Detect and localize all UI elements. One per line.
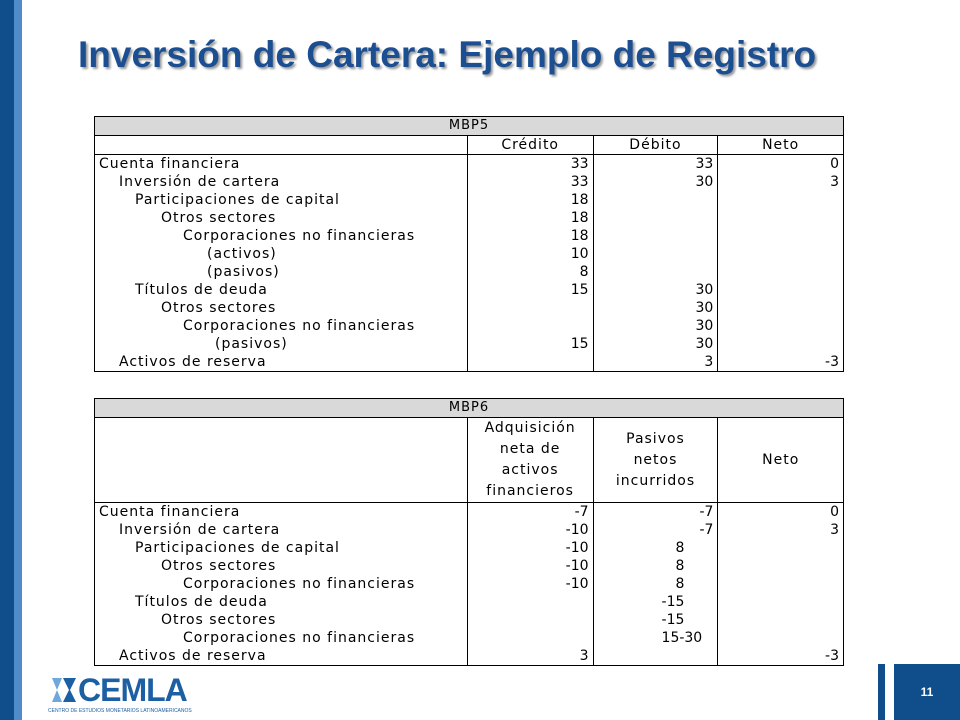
- neto-cell: [718, 245, 844, 263]
- table-row: [95, 281, 844, 299]
- adquisicion-cell: [467, 629, 593, 647]
- pasivos-cell: -7: [593, 521, 718, 539]
- table-row: [95, 209, 844, 227]
- left-accent-bar-light: [14, 0, 22, 720]
- header-pasivos: Pasivos netos incurridos: [593, 418, 718, 503]
- header-credito: Crédito: [467, 136, 593, 155]
- header-neto: Neto: [718, 136, 844, 155]
- slide-title: Inversión de Cartera: Ejemplo de Registro: [78, 34, 817, 75]
- page-number-box: [894, 664, 960, 720]
- table-row: [95, 539, 844, 557]
- row-label: Títulos de deuda: [95, 281, 468, 299]
- page-number: 11: [920, 685, 934, 699]
- credito-cell: 15: [467, 335, 593, 353]
- neto-cell: [718, 593, 844, 611]
- debito-cell: 30: [593, 281, 718, 299]
- pasivos-cell: -15: [593, 593, 718, 611]
- pasivos-cell: -7: [593, 503, 718, 522]
- credito-cell: 8: [467, 263, 593, 281]
- debito-cell: [593, 245, 718, 263]
- header-neto: Neto: [718, 418, 844, 503]
- mbp6-title: MBP6: [95, 399, 844, 418]
- neto-cell: -3: [718, 647, 844, 666]
- cemla-logo: [48, 672, 192, 716]
- table-header-row: [95, 136, 844, 155]
- credito-cell: 10: [467, 245, 593, 263]
- adquisicion-cell: [467, 611, 593, 629]
- row-label: Otros sectores: [95, 299, 468, 317]
- row-label: Activos de reserva: [95, 353, 468, 372]
- row-label: Inversión de cartera: [95, 521, 468, 539]
- table-row: [95, 611, 844, 629]
- neto-cell: 3: [718, 173, 844, 191]
- credito-cell: 33: [467, 155, 593, 174]
- debito-cell: [593, 209, 718, 227]
- left-accent-bar: [0, 0, 14, 720]
- debito-cell: [593, 191, 718, 209]
- neto-cell: [718, 263, 844, 281]
- adquisicion-cell: -10: [467, 539, 593, 557]
- header-blank-cell: [95, 136, 468, 155]
- header-debito: Débito: [593, 136, 718, 155]
- pasivos-cell: 15-30: [593, 629, 718, 647]
- table-row: [95, 503, 844, 522]
- pasivos-cell: 8: [593, 557, 718, 575]
- cemla-logo-mark-icon: [48, 676, 78, 704]
- debito-cell: [593, 227, 718, 245]
- row-label: Activos de reserva: [95, 647, 468, 666]
- row-label: Inversión de cartera: [95, 173, 468, 191]
- adquisicion-cell: -10: [467, 521, 593, 539]
- table-row: [95, 227, 844, 245]
- table-row: [95, 647, 844, 666]
- header-adquisicion: Adquisición neta de activos financieros: [467, 418, 593, 503]
- adquisicion-cell: [467, 593, 593, 611]
- table-row: [95, 173, 844, 191]
- row-label: (pasivos): [95, 335, 468, 353]
- neto-cell: -3: [718, 353, 844, 372]
- row-label: Otros sectores: [95, 209, 468, 227]
- row-label: Corporaciones no financieras: [95, 629, 468, 647]
- row-label: Corporaciones no financieras: [95, 227, 468, 245]
- credito-cell: 18: [467, 191, 593, 209]
- pasivos-cell: -15: [593, 611, 718, 629]
- row-label: Participaciones de capital: [95, 539, 468, 557]
- row-label: Corporaciones no financieras: [95, 317, 468, 335]
- debito-cell: [593, 263, 718, 281]
- page-number-bar: [878, 664, 885, 720]
- credito-cell: 33: [467, 173, 593, 191]
- credito-cell: [467, 353, 593, 372]
- neto-cell: [718, 299, 844, 317]
- table-row: [95, 155, 844, 174]
- table-row: [95, 593, 844, 611]
- debito-cell: 30: [593, 173, 718, 191]
- table-row: [95, 557, 844, 575]
- neto-cell: [718, 209, 844, 227]
- table-title-row: [95, 117, 844, 136]
- table-row: [95, 629, 844, 647]
- credito-cell: [467, 317, 593, 335]
- neto-cell: [718, 191, 844, 209]
- row-label: Títulos de deuda: [95, 593, 468, 611]
- row-label: Cuenta financiera: [95, 155, 468, 174]
- credito-cell: 18: [467, 227, 593, 245]
- cemla-logo-subtitle: CENTRO DE ESTUDIOS MONETARIOS LATINOAMERICANOS: [48, 708, 192, 714]
- row-label: (activos): [95, 245, 468, 263]
- neto-cell: [718, 227, 844, 245]
- pasivos-cell: 8: [593, 575, 718, 593]
- row-label: Corporaciones no financieras: [95, 575, 468, 593]
- mbp5-title: MBP5: [95, 117, 844, 136]
- credito-cell: 15: [467, 281, 593, 299]
- pasivos-cell: [593, 647, 718, 666]
- table-row: [95, 191, 844, 209]
- row-label: Otros sectores: [95, 611, 468, 629]
- neto-cell: [718, 557, 844, 575]
- adquisicion-cell: -10: [467, 575, 593, 593]
- neto-cell: [718, 611, 844, 629]
- row-label: Otros sectores: [95, 557, 468, 575]
- table-header-row: [95, 418, 844, 503]
- neto-cell: [718, 575, 844, 593]
- cemla-logo-text: CEMLA: [78, 672, 187, 708]
- neto-cell: [718, 335, 844, 353]
- table-row: [95, 575, 844, 593]
- neto-cell: [718, 539, 844, 557]
- row-label: Participaciones de capital: [95, 191, 468, 209]
- neto-cell: [718, 629, 844, 647]
- mbp6-table: [94, 398, 844, 666]
- neto-cell: 0: [718, 155, 844, 174]
- table-row: [95, 245, 844, 263]
- table-row: [95, 299, 844, 317]
- row-label: (pasivos): [95, 263, 468, 281]
- table-row: [95, 521, 844, 539]
- table-row: [95, 263, 844, 281]
- debito-cell: 33: [593, 155, 718, 174]
- table-row: [95, 335, 844, 353]
- debito-cell: 3: [593, 353, 718, 372]
- debito-cell: 30: [593, 335, 718, 353]
- row-label: Cuenta financiera: [95, 503, 468, 522]
- header-blank-cell: [95, 418, 468, 503]
- debito-cell: 30: [593, 317, 718, 335]
- pasivos-cell: 8: [593, 539, 718, 557]
- neto-cell: 0: [718, 503, 844, 522]
- credito-cell: 18: [467, 209, 593, 227]
- table-row: [95, 317, 844, 335]
- neto-cell: 3: [718, 521, 844, 539]
- neto-cell: [718, 281, 844, 299]
- adquisicion-cell: 3: [467, 647, 593, 666]
- table-title-row: [95, 399, 844, 418]
- neto-cell: [718, 317, 844, 335]
- credito-cell: [467, 299, 593, 317]
- adquisicion-cell: -10: [467, 557, 593, 575]
- adquisicion-cell: -7: [467, 503, 593, 522]
- debito-cell: 30: [593, 299, 718, 317]
- table-row: [95, 353, 844, 372]
- mbp5-table: [94, 116, 844, 372]
